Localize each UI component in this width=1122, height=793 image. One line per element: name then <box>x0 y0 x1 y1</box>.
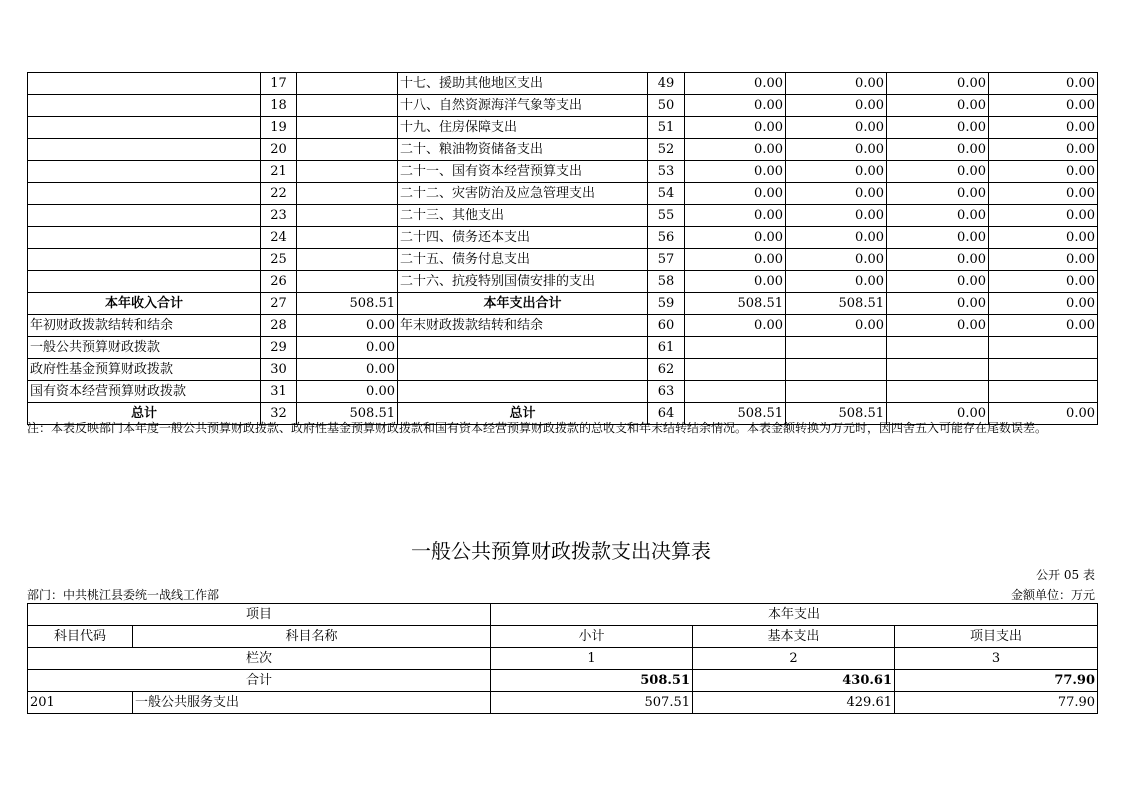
column-number-2: 2 <box>693 648 895 670</box>
table-row <box>28 73 1098 95</box>
income-amount <box>297 183 398 205</box>
income-amount: 508.51 <box>297 293 398 315</box>
income-line-number: 20 <box>261 139 297 161</box>
income-amount <box>297 205 398 227</box>
expenditure-item-label: 本年支出合计 <box>398 293 648 315</box>
expenditure-line-number: 60 <box>648 315 685 337</box>
table-row <box>28 271 1098 293</box>
state-capital-amount <box>989 381 1098 403</box>
income-line-number: 21 <box>261 161 297 183</box>
column-number-row <box>28 648 1098 670</box>
expenditure-item-label: 二十四、债务还本支出 <box>398 227 648 249</box>
government-fund-amount: 0.00 <box>887 227 989 249</box>
expenditure-line-number: 49 <box>648 73 685 95</box>
expenditure-total: 0.00 <box>685 183 786 205</box>
expenditure-total: 0.00 <box>685 227 786 249</box>
state-capital-amount: 0.00 <box>989 117 1098 139</box>
income-amount <box>297 161 398 183</box>
expenditure-total: 508.51 <box>685 293 786 315</box>
income-line-number: 30 <box>261 359 297 381</box>
header-project-expenditure: 项目支出 <box>895 626 1098 648</box>
income-line-number: 29 <box>261 337 297 359</box>
expenditure-item-label <box>398 337 648 359</box>
income-item-label <box>28 95 261 117</box>
income-line-number: 31 <box>261 381 297 403</box>
expenditure-item-label: 二十六、抗疫特别国债安排的支出 <box>398 271 648 293</box>
subject-name: 一般公共服务支出 <box>133 692 491 714</box>
table-row <box>28 249 1098 271</box>
income-amount <box>297 271 398 293</box>
state-capital-amount: 0.00 <box>989 161 1098 183</box>
header-subject-name: 科目名称 <box>133 626 491 648</box>
expenditure-line-number: 63 <box>648 381 685 403</box>
government-fund-amount: 0.00 <box>887 403 989 425</box>
table-row <box>28 315 1098 337</box>
income-amount <box>297 249 398 271</box>
expenditure-item-label: 二十五、债务付息支出 <box>398 249 648 271</box>
header-basic: 基本支出 <box>693 626 895 648</box>
expenditure-total <box>685 359 786 381</box>
expenditure-total: 0.00 <box>685 161 786 183</box>
general-budget-amount: 0.00 <box>786 315 887 337</box>
government-fund-amount: 0.00 <box>887 161 989 183</box>
header-subject-code: 科目代码 <box>28 626 133 648</box>
table-row <box>28 381 1098 403</box>
expenditure-line-number: 52 <box>648 139 685 161</box>
table-code: 公开 05 表 <box>1036 568 1095 582</box>
expenditure-item-label <box>398 381 648 403</box>
table-row <box>28 95 1098 117</box>
expenditure-line-number: 54 <box>648 183 685 205</box>
income-amount: 0.00 <box>297 381 398 403</box>
income-line-number: 27 <box>261 293 297 315</box>
expenditure-line-number: 64 <box>648 403 685 425</box>
government-fund-amount: 0.00 <box>887 117 989 139</box>
expenditure-total: 0.00 <box>685 117 786 139</box>
income-item-label <box>28 271 261 293</box>
total-basic: 430.61 <box>693 670 895 692</box>
expenditure-item-label: 二十、粮油物资储备支出 <box>398 139 648 161</box>
income-item-label <box>28 227 261 249</box>
expenditure-total: 0.00 <box>685 315 786 337</box>
expenditure-line-number: 50 <box>648 95 685 117</box>
general-budget-amount: 0.00 <box>786 227 887 249</box>
column-number-3: 3 <box>895 648 1098 670</box>
income-item-label <box>28 117 261 139</box>
table-row <box>28 692 1098 714</box>
income-amount: 0.00 <box>297 337 398 359</box>
header-current-year: 本年支出 <box>491 604 1098 626</box>
expenditure-total: 0.00 <box>685 95 786 117</box>
income-amount: 0.00 <box>297 359 398 381</box>
government-fund-amount <box>887 381 989 403</box>
table-row <box>28 183 1098 205</box>
income-item-label: 年初财政拨款结转和结余 <box>28 315 261 337</box>
income-amount <box>297 95 398 117</box>
government-fund-amount: 0.00 <box>887 73 989 95</box>
government-fund-amount: 0.00 <box>887 315 989 337</box>
expenditure-item-label: 二十三、其他支出 <box>398 205 648 227</box>
header-subtotal: 小计 <box>491 626 693 648</box>
page-title: 一般公共预算财政拨款支出决算表 <box>411 539 711 563</box>
income-item-label <box>28 139 261 161</box>
state-capital-amount: 0.00 <box>989 183 1098 205</box>
government-fund-amount: 0.00 <box>887 139 989 161</box>
revenue-expenditure-table <box>27 72 1098 425</box>
state-capital-amount <box>989 359 1098 381</box>
expenditure-total: 0.00 <box>685 271 786 293</box>
income-item-label <box>28 183 261 205</box>
general-budget-amount: 508.51 <box>786 293 887 315</box>
government-fund-amount <box>887 337 989 359</box>
expenditure-item-label: 二十二、灾害防治及应急管理支出 <box>398 183 648 205</box>
subtotal-amount: 507.51 <box>491 692 693 714</box>
income-line-number: 32 <box>261 403 297 425</box>
income-item-label <box>28 161 261 183</box>
total-label: 合计 <box>28 670 491 692</box>
expenditure-line-number: 51 <box>648 117 685 139</box>
income-amount: 508.51 <box>297 403 398 425</box>
amount-unit-label: 金额单位：万元 <box>1010 588 1095 602</box>
expenditure-line-number: 56 <box>648 227 685 249</box>
income-line-number: 26 <box>261 271 297 293</box>
expenditure-item-label: 年末财政拨款结转和结余 <box>398 315 648 337</box>
header-row-1 <box>28 604 1098 626</box>
expenditure-line-number: 62 <box>648 359 685 381</box>
expenditure-total: 0.00 <box>685 73 786 95</box>
expenditure-item-label: 总计 <box>398 403 648 425</box>
expenditure-line-number: 57 <box>648 249 685 271</box>
income-amount <box>297 227 398 249</box>
general-budget-amount <box>786 337 887 359</box>
general-budget-expenditure-table-body <box>28 604 1098 714</box>
income-line-number: 17 <box>261 73 297 95</box>
table-row <box>28 227 1098 249</box>
government-fund-amount: 0.00 <box>887 249 989 271</box>
income-item-label: 总计 <box>28 403 261 425</box>
government-fund-amount <box>887 359 989 381</box>
government-fund-amount: 0.00 <box>887 293 989 315</box>
income-amount: 0.00 <box>297 315 398 337</box>
state-capital-amount: 0.00 <box>989 227 1098 249</box>
general-budget-amount: 0.00 <box>786 95 887 117</box>
income-line-number: 24 <box>261 227 297 249</box>
subject-code: 201 <box>28 692 133 714</box>
table-row <box>28 205 1098 227</box>
income-item-label: 一般公共预算财政拨款 <box>28 337 261 359</box>
income-line-number: 22 <box>261 183 297 205</box>
expenditure-line-number: 59 <box>648 293 685 315</box>
government-fund-amount: 0.00 <box>887 205 989 227</box>
department-label: 部门：中共桃江县委统一战线工作部 <box>27 588 220 602</box>
general-budget-amount <box>786 381 887 403</box>
general-budget-amount: 0.00 <box>786 183 887 205</box>
general-budget-amount: 508.51 <box>786 403 887 425</box>
income-amount <box>297 73 398 95</box>
general-budget-amount <box>786 359 887 381</box>
expenditure-line-number: 53 <box>648 161 685 183</box>
state-capital-amount: 0.00 <box>989 95 1098 117</box>
expenditure-item-label: 二十一、国有资本经营预算支出 <box>398 161 648 183</box>
income-item-label <box>28 73 261 95</box>
state-capital-amount: 0.00 <box>989 205 1098 227</box>
state-capital-amount: 0.00 <box>989 73 1098 95</box>
state-capital-amount: 0.00 <box>989 315 1098 337</box>
header-project: 项目 <box>28 604 491 626</box>
income-item-label <box>28 205 261 227</box>
table-row <box>28 359 1098 381</box>
income-line-number: 28 <box>261 315 297 337</box>
table-row <box>28 337 1098 359</box>
column-number-label: 栏次 <box>28 648 491 670</box>
table-row <box>28 117 1098 139</box>
government-fund-amount: 0.00 <box>887 95 989 117</box>
expenditure-total: 0.00 <box>685 249 786 271</box>
revenue-expenditure-table-body <box>28 73 1098 425</box>
table-row <box>28 161 1098 183</box>
state-capital-amount: 0.00 <box>989 139 1098 161</box>
total-subtotal: 508.51 <box>491 670 693 692</box>
expenditure-item-label: 十七、援助其他地区支出 <box>398 73 648 95</box>
table-row <box>28 293 1098 315</box>
general-budget-amount: 0.00 <box>786 139 887 161</box>
expenditure-line-number: 55 <box>648 205 685 227</box>
income-item-label: 政府性基金预算财政拨款 <box>28 359 261 381</box>
table-note: 注：本表反映部门本年度一般公共预算财政拨款、政府性基金预算财政拨款和国有资本经营预算财政拨款的总收支和年末结转结余情况。本表金额转换为万元时，因四舍五入可能存在尾数误差。 <box>27 421 1048 435</box>
expenditure-line-number: 61 <box>648 337 685 359</box>
total-project: 77.90 <box>895 670 1098 692</box>
general-budget-amount: 0.00 <box>786 205 887 227</box>
income-item-label: 国有资本经营预算财政拨款 <box>28 381 261 403</box>
expenditure-item-label: 十八、自然资源海洋气象等支出 <box>398 95 648 117</box>
general-budget-amount: 0.00 <box>786 249 887 271</box>
government-fund-amount: 0.00 <box>887 271 989 293</box>
general-budget-amount: 0.00 <box>786 161 887 183</box>
income-line-number: 19 <box>261 117 297 139</box>
general-budget-amount: 0.00 <box>786 271 887 293</box>
state-capital-amount: 0.00 <box>989 293 1098 315</box>
expenditure-item-label: 十九、住房保障支出 <box>398 117 648 139</box>
basic-amount: 429.61 <box>693 692 895 714</box>
general-budget-amount: 0.00 <box>786 117 887 139</box>
state-capital-amount <box>989 337 1098 359</box>
expenditure-total <box>685 381 786 403</box>
state-capital-amount: 0.00 <box>989 403 1098 425</box>
expenditure-total: 0.00 <box>685 139 786 161</box>
income-item-label: 本年收入合计 <box>28 293 261 315</box>
income-amount <box>297 139 398 161</box>
header-row-2 <box>28 626 1098 648</box>
state-capital-amount: 0.00 <box>989 271 1098 293</box>
table-row <box>28 139 1098 161</box>
expenditure-total: 0.00 <box>685 205 786 227</box>
general-budget-amount: 0.00 <box>786 73 887 95</box>
state-capital-amount: 0.00 <box>989 249 1098 271</box>
project-amount: 77.90 <box>895 692 1098 714</box>
expenditure-item-label <box>398 359 648 381</box>
income-line-number: 25 <box>261 249 297 271</box>
income-line-number: 18 <box>261 95 297 117</box>
expenditure-total: 508.51 <box>685 403 786 425</box>
general-budget-expenditure-table <box>27 603 1098 714</box>
income-amount <box>297 117 398 139</box>
total-row <box>28 670 1098 692</box>
expenditure-total <box>685 337 786 359</box>
column-number-1: 1 <box>491 648 693 670</box>
income-line-number: 23 <box>261 205 297 227</box>
income-item-label <box>28 249 261 271</box>
government-fund-amount: 0.00 <box>887 183 989 205</box>
expenditure-line-number: 58 <box>648 271 685 293</box>
